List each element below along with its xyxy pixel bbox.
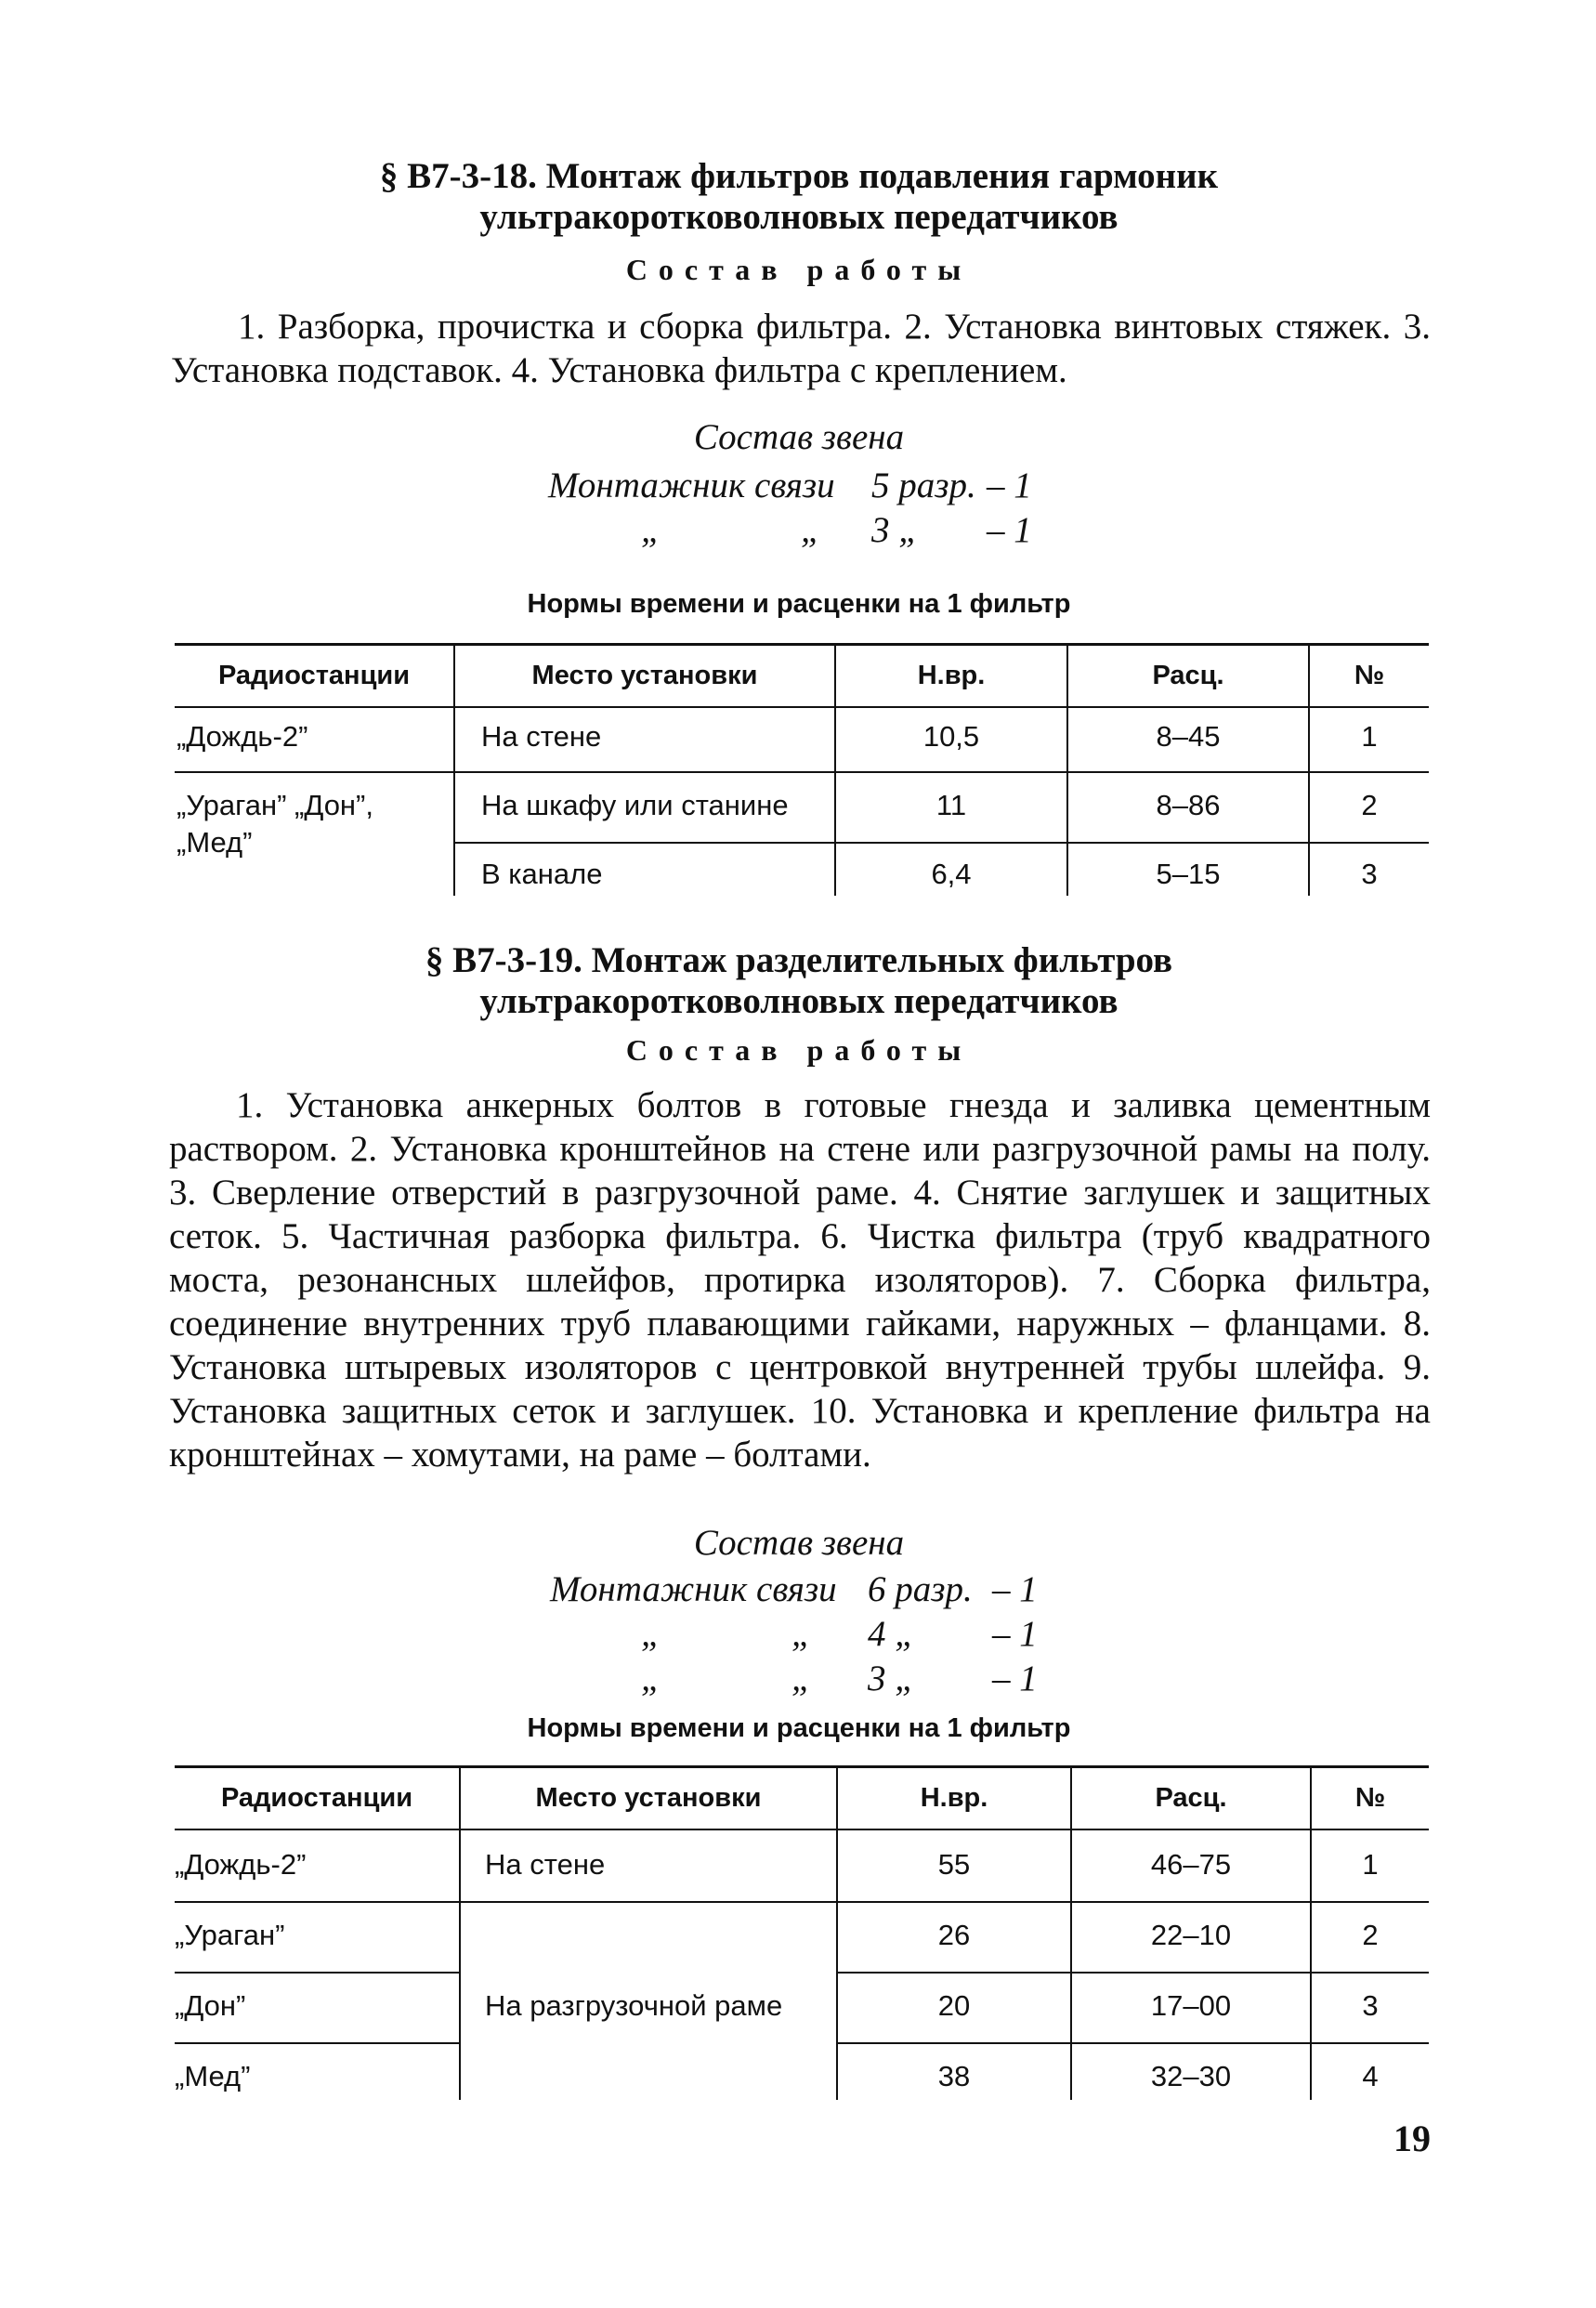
section2-crew-grade: 6 разр.	[868, 1569, 973, 1609]
section2-crew-heading: Состав звена	[693, 1523, 905, 1563]
section2-crew-count: – 1	[992, 1614, 1038, 1654]
cell-place: На стене	[481, 720, 602, 753]
cell-number: 2	[1362, 1919, 1379, 1951]
cell-number: 4	[1362, 2060, 1379, 2092]
cell-rate: 32–30	[1150, 2060, 1232, 2092]
section1-crew-count: – 1	[987, 510, 1032, 550]
header-stations: Радиостанции	[217, 661, 411, 690]
table-rule	[836, 2042, 1429, 2044]
cell-rate: 8–86	[1156, 789, 1221, 821]
table-rule	[175, 2042, 459, 2044]
section2-crew-ditto: „	[791, 1659, 812, 1698]
cell-number: 3	[1361, 858, 1378, 890]
cell-place: На стене	[485, 1848, 606, 1881]
section2-title-line1: § В7-3-19. Монтаж разделительных фильтров	[425, 940, 1173, 980]
cell-place: В канале	[481, 858, 603, 890]
section2-crew-count: – 1	[992, 1569, 1038, 1609]
cell-station: „Мед”	[177, 826, 253, 859]
table-rule	[175, 706, 1429, 708]
header-norm-time: Н.вр.	[917, 661, 986, 690]
header-place: Место установки	[535, 1783, 762, 1813]
section1-crew-count: – 1	[987, 466, 1032, 505]
cell-place: На шкафу или станине	[481, 789, 789, 821]
cell-norm-time: 6,4	[931, 858, 972, 890]
cell-rate: 8–45	[1156, 720, 1221, 753]
cell-rate: 17–00	[1150, 1989, 1232, 2022]
section1-crew-ditto: „	[641, 510, 661, 550]
header-number: №	[1354, 1783, 1386, 1813]
table-rule	[175, 1829, 1429, 1830]
table-rule	[175, 1901, 1429, 1903]
cell-norm-time: 38	[937, 2060, 971, 2092]
cell-number: 1	[1362, 1848, 1379, 1881]
section1-crew-grade: 5 разр.	[871, 466, 976, 505]
table-rule	[453, 842, 1429, 844]
header-norm-time: Н.вр.	[920, 1783, 988, 1813]
section2-crew-ditto: „	[641, 1614, 661, 1654]
table-rule	[836, 1972, 1429, 1974]
page-number: 19	[1393, 2118, 1431, 2159]
cell-station: „Ураган” „Дон”,	[177, 789, 373, 821]
cell-station: „Дон”	[175, 1989, 246, 2022]
cell-station: „Дождь-2”	[175, 1848, 307, 1881]
cell-number: 3	[1362, 1989, 1379, 2022]
section1-table-caption: Нормы времени и расценки на 1 фильтр	[527, 589, 1071, 619]
cell-station: „Мед”	[175, 2060, 251, 2092]
section2-work-heading: Состав работы	[625, 1033, 973, 1067]
cell-norm-time: 26	[937, 1919, 971, 1951]
section1-work-text: 1. Разборка, прочистка и сборка фильтра. 2. Установка винтовых стяжек. 3. Установка подставок. 4. Установка фильтра с креплением.	[171, 307, 1431, 390]
cell-rate: 46–75	[1150, 1848, 1232, 1881]
table-rule	[175, 643, 1429, 646]
cell-norm-time: 55	[937, 1848, 971, 1881]
header-stations: Радиостанции	[220, 1783, 413, 1813]
header-place: Место установки	[531, 661, 758, 690]
section1-work-heading: Состав работы	[625, 253, 973, 286]
section1-title-line1: § В7-3-18. Монтаж фильтров подавления гармоник	[379, 156, 1219, 196]
cell-norm-time: 11	[935, 789, 967, 821]
section1-crew-ditto: „	[801, 510, 821, 550]
table-column-divider	[459, 1765, 461, 2100]
section2-crew-grade: 3 „	[868, 1659, 915, 1698]
section1-crew-role: Монтажник связи	[548, 466, 835, 505]
header-rate: Расц.	[1152, 661, 1224, 690]
cell-place: На разгрузочной раме	[485, 1989, 783, 2022]
section1-crew-grade: 3 „	[871, 510, 919, 550]
table-rule	[175, 1972, 459, 1974]
table-rule	[175, 1765, 1429, 1768]
cell-rate: 5–15	[1156, 858, 1221, 890]
section2-crew-role: Монтажник связи	[550, 1569, 837, 1609]
section2-crew-count: – 1	[992, 1659, 1038, 1698]
cell-norm-time: 10,5	[922, 720, 980, 753]
section2-crew-grade: 4 „	[868, 1614, 915, 1654]
header-number: №	[1354, 661, 1385, 690]
section2-table-caption: Нормы времени и расценки на 1 фильтр	[527, 1713, 1071, 1743]
section1-crew-heading: Состав звена	[693, 417, 905, 457]
cell-norm-time: 20	[937, 1989, 971, 2022]
cell-station: „Ураган”	[175, 1919, 285, 1951]
table-rule	[175, 771, 1429, 773]
cell-number: 1	[1361, 720, 1378, 753]
cell-number: 2	[1361, 789, 1378, 821]
section2-work-text: 1. Установка анкерных болтов в готовые гнезда и заливка цементным раствором. 2. Установка кронштейнов на стене или разгрузочной рамы на полу. 3. Сверление отверстий в разгрузочной раме. 4. Снятие заглушек и защитных сеток. 5. Частичная разборка фильтра. 6. Чистка фильтра (труб квадратного моста, резонансных шлейфов, протирка изоляторов). 7. Сборка фильтра, соединение внутренних труб плавающими гайками, наружных – фланцами. 8. Установка штыревых изоляторов с центровкой внутренней трубы шлейфа. 9. Установка защитных сеток и заглушек. 10. Установка и крепление фильтра на кронштейнах – хомутами, на раме – болтами.	[169, 1085, 1431, 1475]
section2-crew-ditto: „	[791, 1614, 812, 1654]
header-rate: Расц.	[1155, 1783, 1227, 1813]
cell-station: „Дождь-2”	[177, 720, 308, 753]
section1-title-line2: ультракоротковолновых передатчиков	[479, 197, 1119, 237]
cell-rate: 22–10	[1150, 1919, 1232, 1951]
section2-crew-ditto: „	[641, 1659, 661, 1698]
section2-title-line2: ультракоротковолновых передатчиков	[479, 981, 1119, 1021]
